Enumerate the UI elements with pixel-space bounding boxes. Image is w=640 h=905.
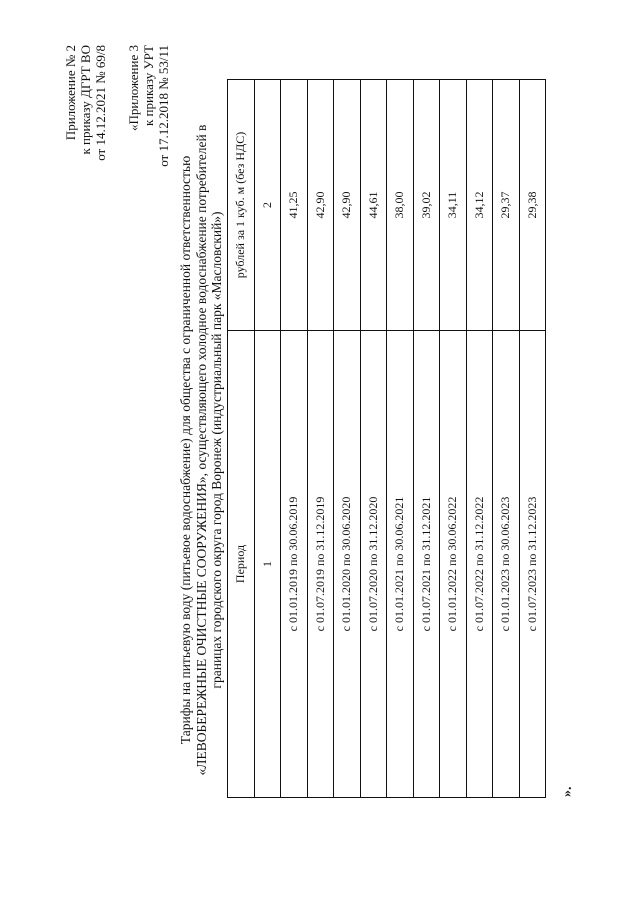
tariff-table — [227, 79, 546, 798]
price-cell: 34,11 — [440, 80, 467, 331]
period-cell: с 01.07.2021 по 31.12.2021 — [413, 331, 440, 798]
appendix-3-line: к приказу УРТ — [141, 45, 156, 127]
period-cell: с 01.07.2020 по 31.12.2020 — [360, 331, 387, 798]
appendix-3-block — [126, 45, 171, 265]
table-row — [360, 80, 387, 798]
period-cell: с 01.07.2022 по 31.12.2022 — [466, 331, 493, 798]
header-price: рублей за 1 куб. м (без НДС) — [228, 80, 255, 331]
closing-quote: ». — [560, 786, 575, 797]
table-row — [466, 80, 493, 798]
table-header-row — [228, 80, 255, 798]
title-line: границах городского округа город Воронеж (индустриальный парк «Масловский») — [209, 211, 224, 689]
document-title — [178, 105, 225, 795]
column-number-1: 1 — [254, 331, 281, 798]
title-line: «ЛЕВОБЕРЕЖНЫЕ ОЧИСТНЫЕ СООРУЖЕНИЯ», осуществляющего холодное водоснабжение потребителей в — [193, 124, 209, 776]
period-cell: с 01.01.2019 по 30.06.2019 — [281, 331, 308, 798]
period-cell: с 01.01.2023 по 30.06.2023 — [493, 331, 520, 798]
period-cell: с 01.01.2020 по 30.06.2020 — [334, 331, 361, 798]
price-cell: 41,25 — [281, 80, 308, 331]
period-cell: с 01.07.2023 по 31.12.2023 — [519, 331, 546, 798]
appendix-2-line: к приказу ДГРТ ВО — [78, 45, 93, 155]
price-cell: 34,12 — [466, 80, 493, 331]
table-row — [519, 80, 546, 798]
price-cell: 42,90 — [307, 80, 334, 331]
price-cell: 39,02 — [413, 80, 440, 331]
table-row — [281, 80, 308, 798]
header-period: Период — [228, 331, 255, 798]
appendix-2-block — [63, 45, 108, 265]
appendix-3-line: от 17.12.2018 № 53/11 — [156, 45, 171, 167]
table-number-row — [254, 80, 281, 798]
period-cell: с 01.01.2021 по 30.06.2021 — [387, 331, 414, 798]
price-cell: 44,61 — [360, 80, 387, 331]
table-row — [440, 80, 467, 798]
table-row — [387, 80, 414, 798]
appendix-2-line: Приложение № 2 — [63, 45, 78, 141]
table-row — [493, 80, 520, 798]
price-cell: 42,90 — [334, 80, 361, 331]
period-cell: с 01.01.2022 по 30.06.2022 — [440, 331, 467, 798]
table-row — [413, 80, 440, 798]
appendix-2-line: от 14.12.2021 № 69/8 — [93, 45, 108, 161]
price-cell: 29,38 — [519, 80, 546, 331]
table-row — [307, 80, 334, 798]
price-cell: 29,37 — [493, 80, 520, 331]
appendix-3-line: «Приложение 3 — [126, 45, 141, 132]
price-cell: 38,00 — [387, 80, 414, 331]
period-cell: с 01.07.2019 по 31.12.2019 — [307, 331, 334, 798]
column-number-2: 2 — [254, 80, 281, 331]
title-line: Тарифы на питьевую воду (питьевое водоснабжение) для общества с ограниченной ответственностью — [178, 155, 193, 745]
table-row — [334, 80, 361, 798]
